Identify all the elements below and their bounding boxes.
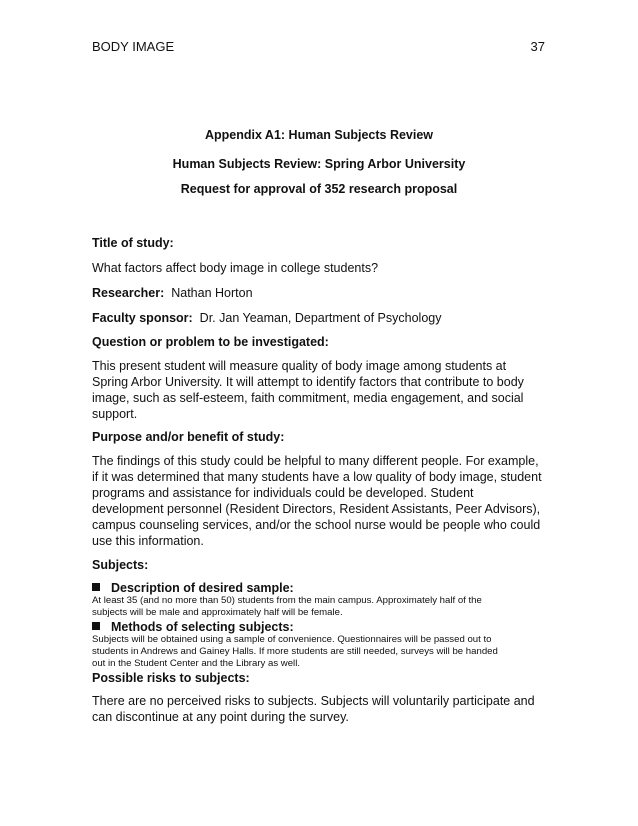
sample-line: At least 35 (and no more than 50) students from the main campus. Approximately half of the — [92, 595, 482, 606]
researcher-label: Researcher: — [92, 286, 165, 300]
question-label: Question or problem to be investigated: — [92, 335, 329, 349]
running-head: BODY IMAGE — [92, 39, 175, 54]
sponsor-line — [92, 310, 562, 326]
methods-line: students in Andrews and Gainey Halls. If more students are still needed, surveys will be handed — [92, 646, 498, 657]
purpose-line: development personnel (Resident Directors, Resident Assistants, Peer Advisors), — [92, 502, 541, 516]
question-line: support. — [92, 407, 138, 421]
page-number: 37 — [530, 39, 545, 54]
methods-line: out in the Student Center and the Library as well. — [92, 658, 300, 669]
risks-label: Possible risks to subjects: — [92, 671, 250, 685]
question-line: This present student will measure quality of body image among students at — [92, 359, 507, 373]
purpose-label: Purpose and/or benefit of study: — [92, 430, 285, 444]
title-of-study-label: Title of study: — [92, 236, 174, 250]
methods-line: Subjects will be obtained using a sample of convenience. Questionnaires will be passed out to — [92, 634, 492, 645]
sponsor-value: Dr. Jan Yeaman, Department of Psychology — [199, 311, 442, 325]
risks-line: can discontinue at any point during the survey. — [92, 710, 349, 724]
sample-heading — [92, 581, 294, 595]
researcher-line — [92, 285, 562, 301]
researcher-value: Nathan Horton — [171, 286, 253, 300]
methods-label: Methods of selecting subjects: — [111, 620, 294, 634]
square-bullet-icon — [92, 583, 100, 591]
methods-heading — [92, 620, 294, 634]
purpose-line: programs and assistance for individuals could be developed. Student — [92, 486, 474, 500]
purpose-line: campus counseling services, and/or the school nurse would be people who could — [92, 518, 541, 532]
request-title: Request for approval of 352 research proposal — [180, 182, 458, 196]
purpose-line: use this information. — [92, 534, 204, 548]
appendix-title: Appendix A1: Human Subjects Review — [204, 128, 434, 142]
purpose-line: The findings of this study could be helpful to many different people. For example, — [92, 454, 539, 468]
question-line: Spring Arbor University. It will attempt to identify factors that contribute to body — [92, 375, 524, 389]
subjects-label: Subjects: — [92, 558, 149, 572]
sponsor-label: Faculty sponsor: — [92, 311, 193, 325]
purpose-line: if it was determined that many students have a low quality of body image, student — [92, 470, 542, 484]
risks-line: There are no perceived risks to subjects. Subjects will voluntarily participate and — [92, 694, 535, 708]
review-title: Human Subjects Review: Spring Arbor University — [172, 157, 466, 171]
question-line: image, such as self-esteem, faith commitment, media engagement, and social — [92, 391, 524, 405]
sample-label: Description of desired sample: — [111, 581, 294, 595]
square-bullet-icon — [92, 622, 100, 630]
sample-line: subjects will be male and approximately half will be female. — [92, 607, 343, 618]
title-of-study-value: What factors affect body image in college students? — [92, 261, 379, 275]
